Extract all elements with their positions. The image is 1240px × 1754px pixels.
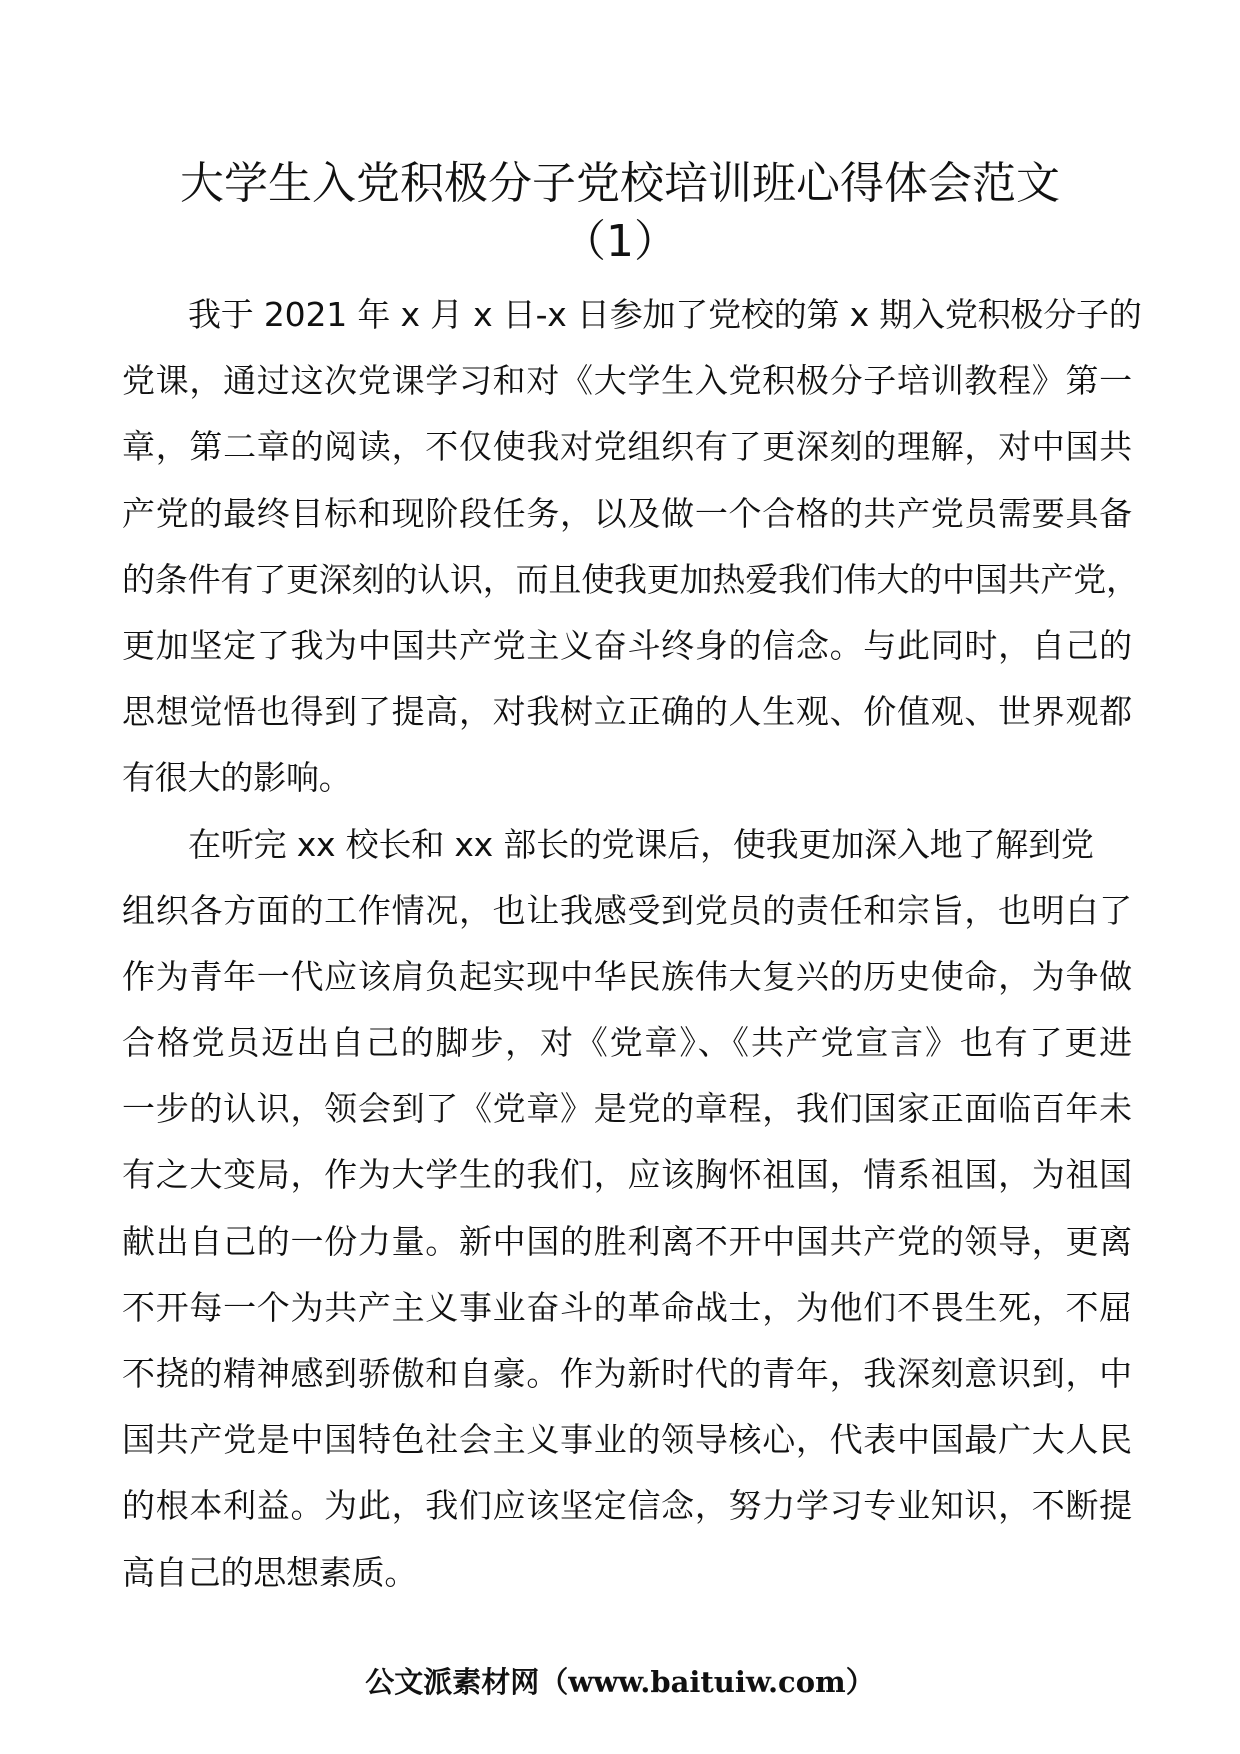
paragraph-1-line: 更加坚定了我为中国共产党主义奋斗终身的信念。与此同时，自己的: [122, 625, 1132, 665]
paragraph-2-line: 组织各方面的工作情况，也让我感受到党员的责任和宗旨，也明白了: [122, 890, 1132, 930]
document-title: 大学生入党积极分子党校培训班心得体会范文: [180, 158, 1060, 209]
paragraph-2-line: 高自己的思想素质。: [122, 1552, 418, 1592]
paragraph-1-line: 党课，通过这次党课学习和对《大学生入党积极分子培训教程》第一: [122, 361, 1132, 401]
paragraph-1-line: 我于 2021 年 x 月 x 日-x 日参加了党校的第 x 期入党积极分子的: [188, 295, 1142, 334]
paragraph-2-line: 的根本利益。为此，我们应该坚定信念，努力学习专业知识，不断提: [122, 1486, 1132, 1526]
paragraph-1-line: 有很大的影响。: [122, 758, 352, 798]
document-body: [122, 282, 1142, 1606]
paragraph-1-line: 思想觉悟也得到了提高，对我树立正确的人生观、价值观、世界观都: [122, 692, 1132, 732]
document-title-number: （1）: [562, 216, 678, 267]
paragraph-2-line: 合格党员迈出自己的脚步，对《党章》、《共产党宣言》也有了更进: [122, 1023, 1132, 1063]
paragraph-1-line: 的条件有了更深刻的认识，而且使我更加热爱我们伟大的中国共产党，: [122, 559, 1139, 599]
paragraph-2-line: 一步的认识，领会到了《党章》是党的章程，我们国家正面临百年未: [122, 1089, 1132, 1129]
paragraph-2-line: 不开每一个为共产主义事业奋斗的革命战士，为他们不畏生死，不屈: [122, 1287, 1132, 1327]
paragraph-2-line: 不挠的精神感到骄傲和自豪。作为新时代的青年，我深刻意识到，中: [122, 1354, 1132, 1393]
paragraph-2-line: 在听完 xx 校长和 xx 部长的党课后，使我更加深入地了解到党: [188, 824, 1094, 864]
paragraph-2-line: 作为青年一代应该肩负起实现中华民族伟大复兴的历史使命，为争做: [122, 956, 1132, 996]
paragraph-2-line: 有之大变局，作为大学生的我们，应该胸怀祖国，情系祖国，为祖国: [122, 1155, 1132, 1195]
paragraph-1-line: 章，第二章的阅读，不仅使我对党组织有了更深刻的理解，对中国共: [122, 427, 1132, 467]
source-footer: 公文派素材网（www.baituiw.com）: [365, 1665, 875, 1699]
paragraph-1-line: 产党的最终目标和现阶段任务，以及做一个合格的共产党员需要具备: [122, 493, 1132, 533]
paragraph-2-line: 献出自己的一份力量。新中国的胜利离不开中国共产党的领导，更离: [122, 1221, 1132, 1261]
paragraph-2-line: 国共产党是中国特色社会主义事业的领导核心，代表中国最广大人民: [122, 1420, 1132, 1460]
